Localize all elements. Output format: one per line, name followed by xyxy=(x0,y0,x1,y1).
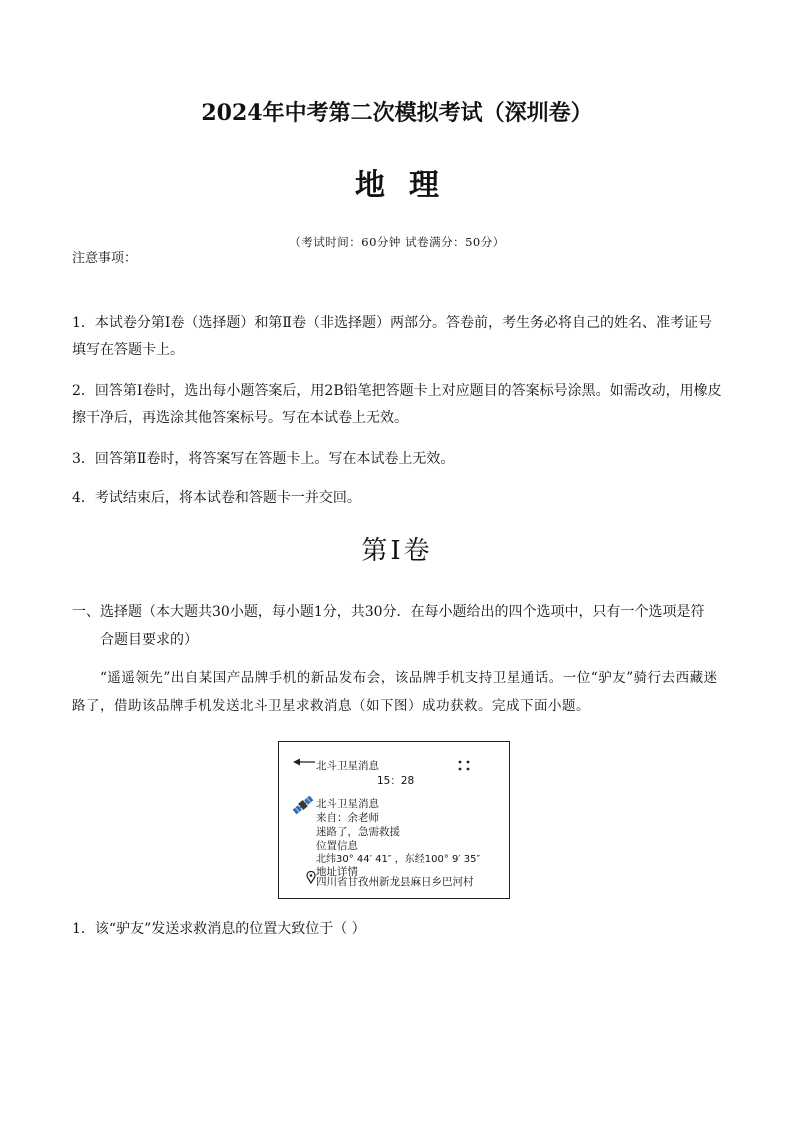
message-sender: 来自：余老师 xyxy=(316,812,379,824)
message-body: 迷路了，急需救援 xyxy=(316,826,400,838)
location-label: 位置信息 xyxy=(316,840,358,852)
dots-icon xyxy=(457,758,471,776)
reading-material: “遥遥领先”出自某国产品牌手机的新品发布会，该品牌手机支持卫星通话。一位“驴友”骑行去西藏迷路了，借助该品牌手机发送北斗卫星求救消息（如下图）成功获救。完成下面小题。 xyxy=(72,670,718,714)
address-detail: 四川省甘孜州新龙县麻日乡巴河村 xyxy=(316,876,474,888)
question-1: 1．该“驴友”发送求救消息的位置大致位于（ ） xyxy=(72,921,366,937)
question-type-line-1: 一、选择题（本大题共30小题，每小题1分，共30分．在每小题给出的四个选项中，只有一个选项是符 xyxy=(72,604,705,620)
left-arrow-icon xyxy=(293,757,315,770)
question-type-line-2: 合题目要求的） xyxy=(100,632,198,648)
location-pin-icon xyxy=(306,871,316,887)
address-label: 地址详情 xyxy=(316,866,358,878)
exam-info: （考试时间：60分钟 试卷满分：50分） xyxy=(289,235,505,249)
message-app-header: 北斗卫星消息 xyxy=(316,760,379,772)
question-type-instructions xyxy=(72,598,732,654)
message-time: 15：28 xyxy=(377,775,415,787)
notes-heading: 注意事项： xyxy=(72,251,138,266)
note-item-2: 2．回答第Ⅰ卷时，选出每小题答案后，用2B铅笔把答题卡上对应题目的答案标号涂黑。如需改动，用橡皮擦干净后，再选涂其他答案标号。写在本试卷上无效。 xyxy=(72,383,722,426)
message-title: 北斗卫星消息 xyxy=(316,798,379,810)
coordinates: 北纬30° 44′ 41″ ，东经100° 9′ 35″ xyxy=(316,854,481,865)
exam-title: 2024年中考第二次模拟考试（深圳卷） xyxy=(201,100,593,126)
subject-title: 地理 xyxy=(355,168,463,203)
satellite-icon xyxy=(291,793,315,820)
note-item-4: 4．考试结束后，将本试卷和答题卡一并交回。 xyxy=(72,490,361,506)
satellite-message-figure xyxy=(278,741,510,899)
section-title: 第Ⅰ卷 xyxy=(361,536,433,566)
note-item-1: 1．本试卷分第Ⅰ卷（选择题）和第Ⅱ卷（非选择题）两部分。答卷前，考生务必将自己的姓名、准考证号填写在答题卡上。 xyxy=(72,315,712,358)
note-item-3: 3．回答第Ⅱ卷时，将答案写在答题卡上。写在本试卷上无效。 xyxy=(72,451,455,467)
